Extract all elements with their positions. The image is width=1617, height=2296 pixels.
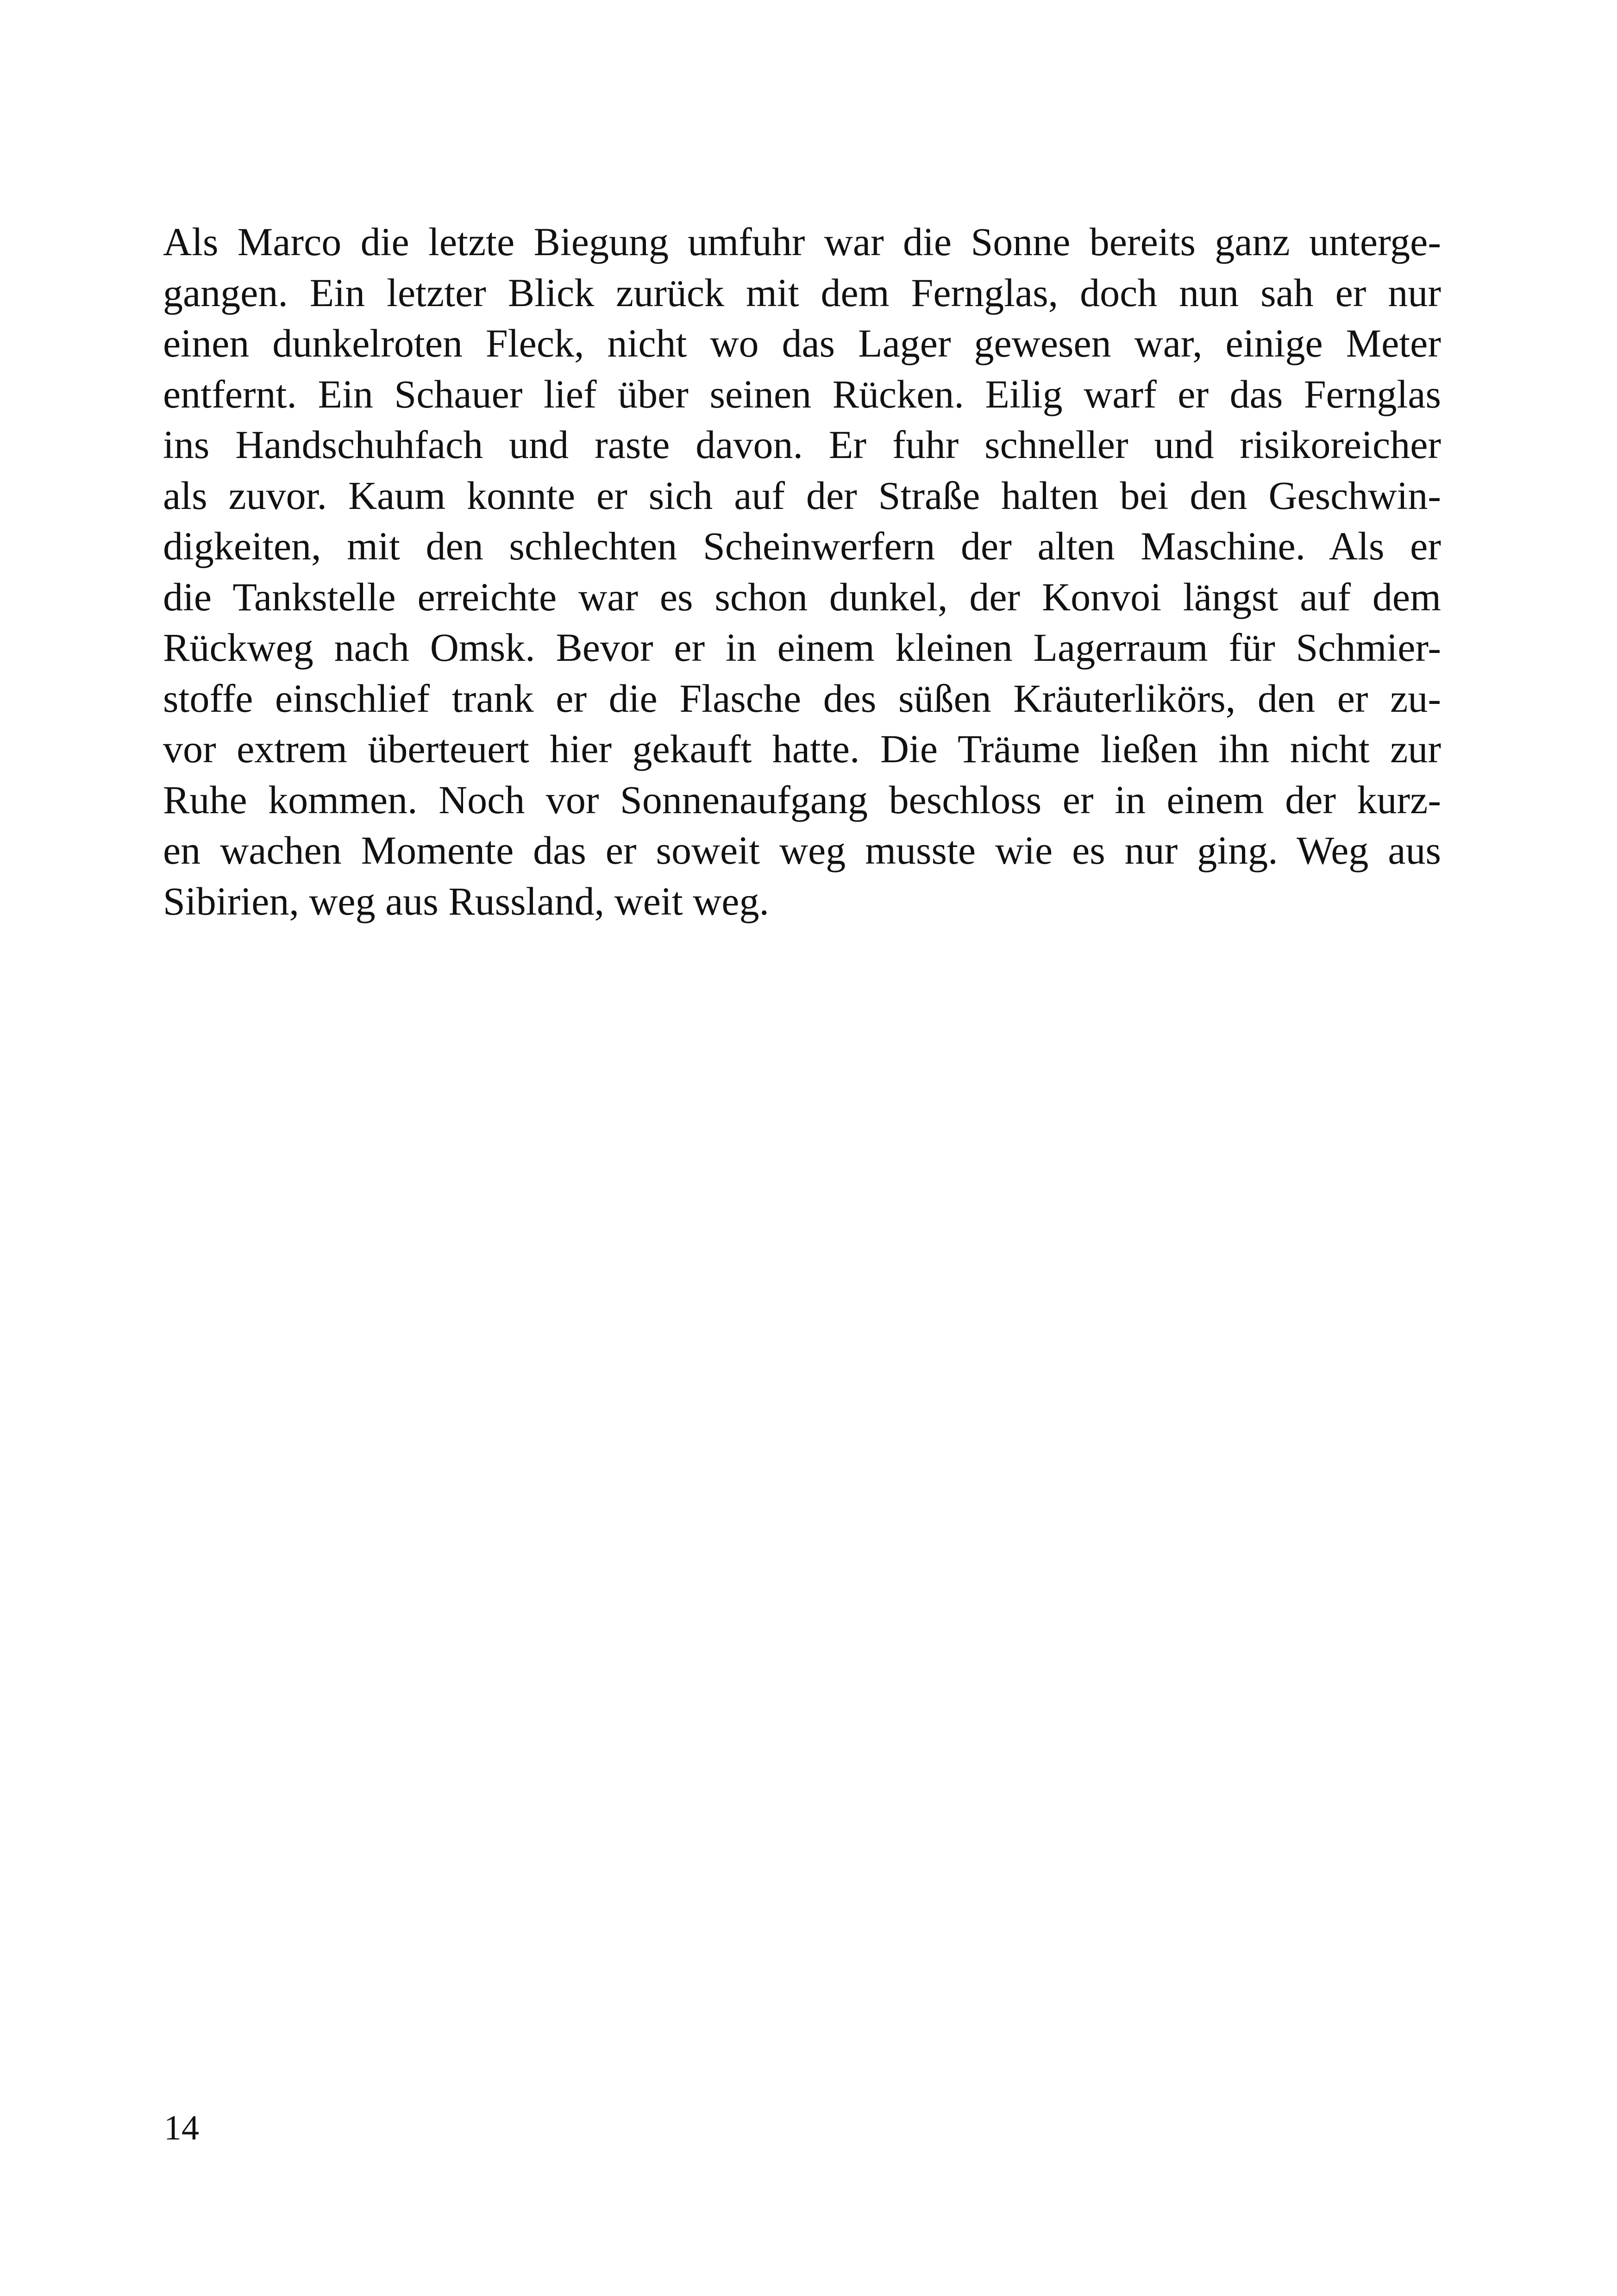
text-line-13: en wachen Momente das er soweit weg musste wie es nur ging. Weg aus bbox=[163, 828, 1441, 872]
body-paragraph bbox=[163, 217, 1441, 927]
text-line-2: gangen. Ein letzter Blick zurück mit dem Fernglas, doch nun sah er nur bbox=[163, 270, 1441, 315]
text-line-8: die Tankstelle erreichte war es schon dunkel, der Konvoi längst auf dem bbox=[163, 574, 1441, 619]
text-line-11: vor extrem überteuert hier gekauft hatte. Die Träume ließen ihn nicht zur bbox=[163, 727, 1441, 771]
text-line-9: Rückweg nach Omsk. Bevor er in einem kleinen Lagerraum für Schmier- bbox=[163, 625, 1441, 670]
text-line-14: Sibirien, weg aus Russland, weit weg. bbox=[163, 878, 769, 923]
page-number: 14 bbox=[164, 2108, 199, 2147]
text-line-4: entfernt. Ein Schauer lief über seinen Rücken. Eilig warf er das Fernglas bbox=[163, 371, 1441, 416]
text-line-7: digkeiten, mit den schlechten Scheinwerfern der alten Maschine. Als er bbox=[163, 524, 1441, 568]
text-line-5: ins Handschuhfach und raste davon. Er fuhr schneller und risikoreicher bbox=[163, 422, 1441, 467]
text-line-12: Ruhe kommen. Noch vor Sonnenaufgang beschloss er in einem der kurz- bbox=[163, 777, 1441, 822]
text-line-3: einen dunkelroten Fleck, nicht wo das Lager gewesen war, einige Meter bbox=[163, 321, 1441, 365]
text-line-1: Als Marco die letzte Biegung umfuhr war die Sonne bereits ganz unterge- bbox=[163, 220, 1441, 264]
text-line-10: stoffe einschlief trank er die Flasche des süßen Kräuterlikörs, den er zu- bbox=[163, 676, 1441, 721]
text-line-6: als zuvor. Kaum konnte er sich auf der Straße halten bei den Geschwin- bbox=[163, 473, 1441, 518]
